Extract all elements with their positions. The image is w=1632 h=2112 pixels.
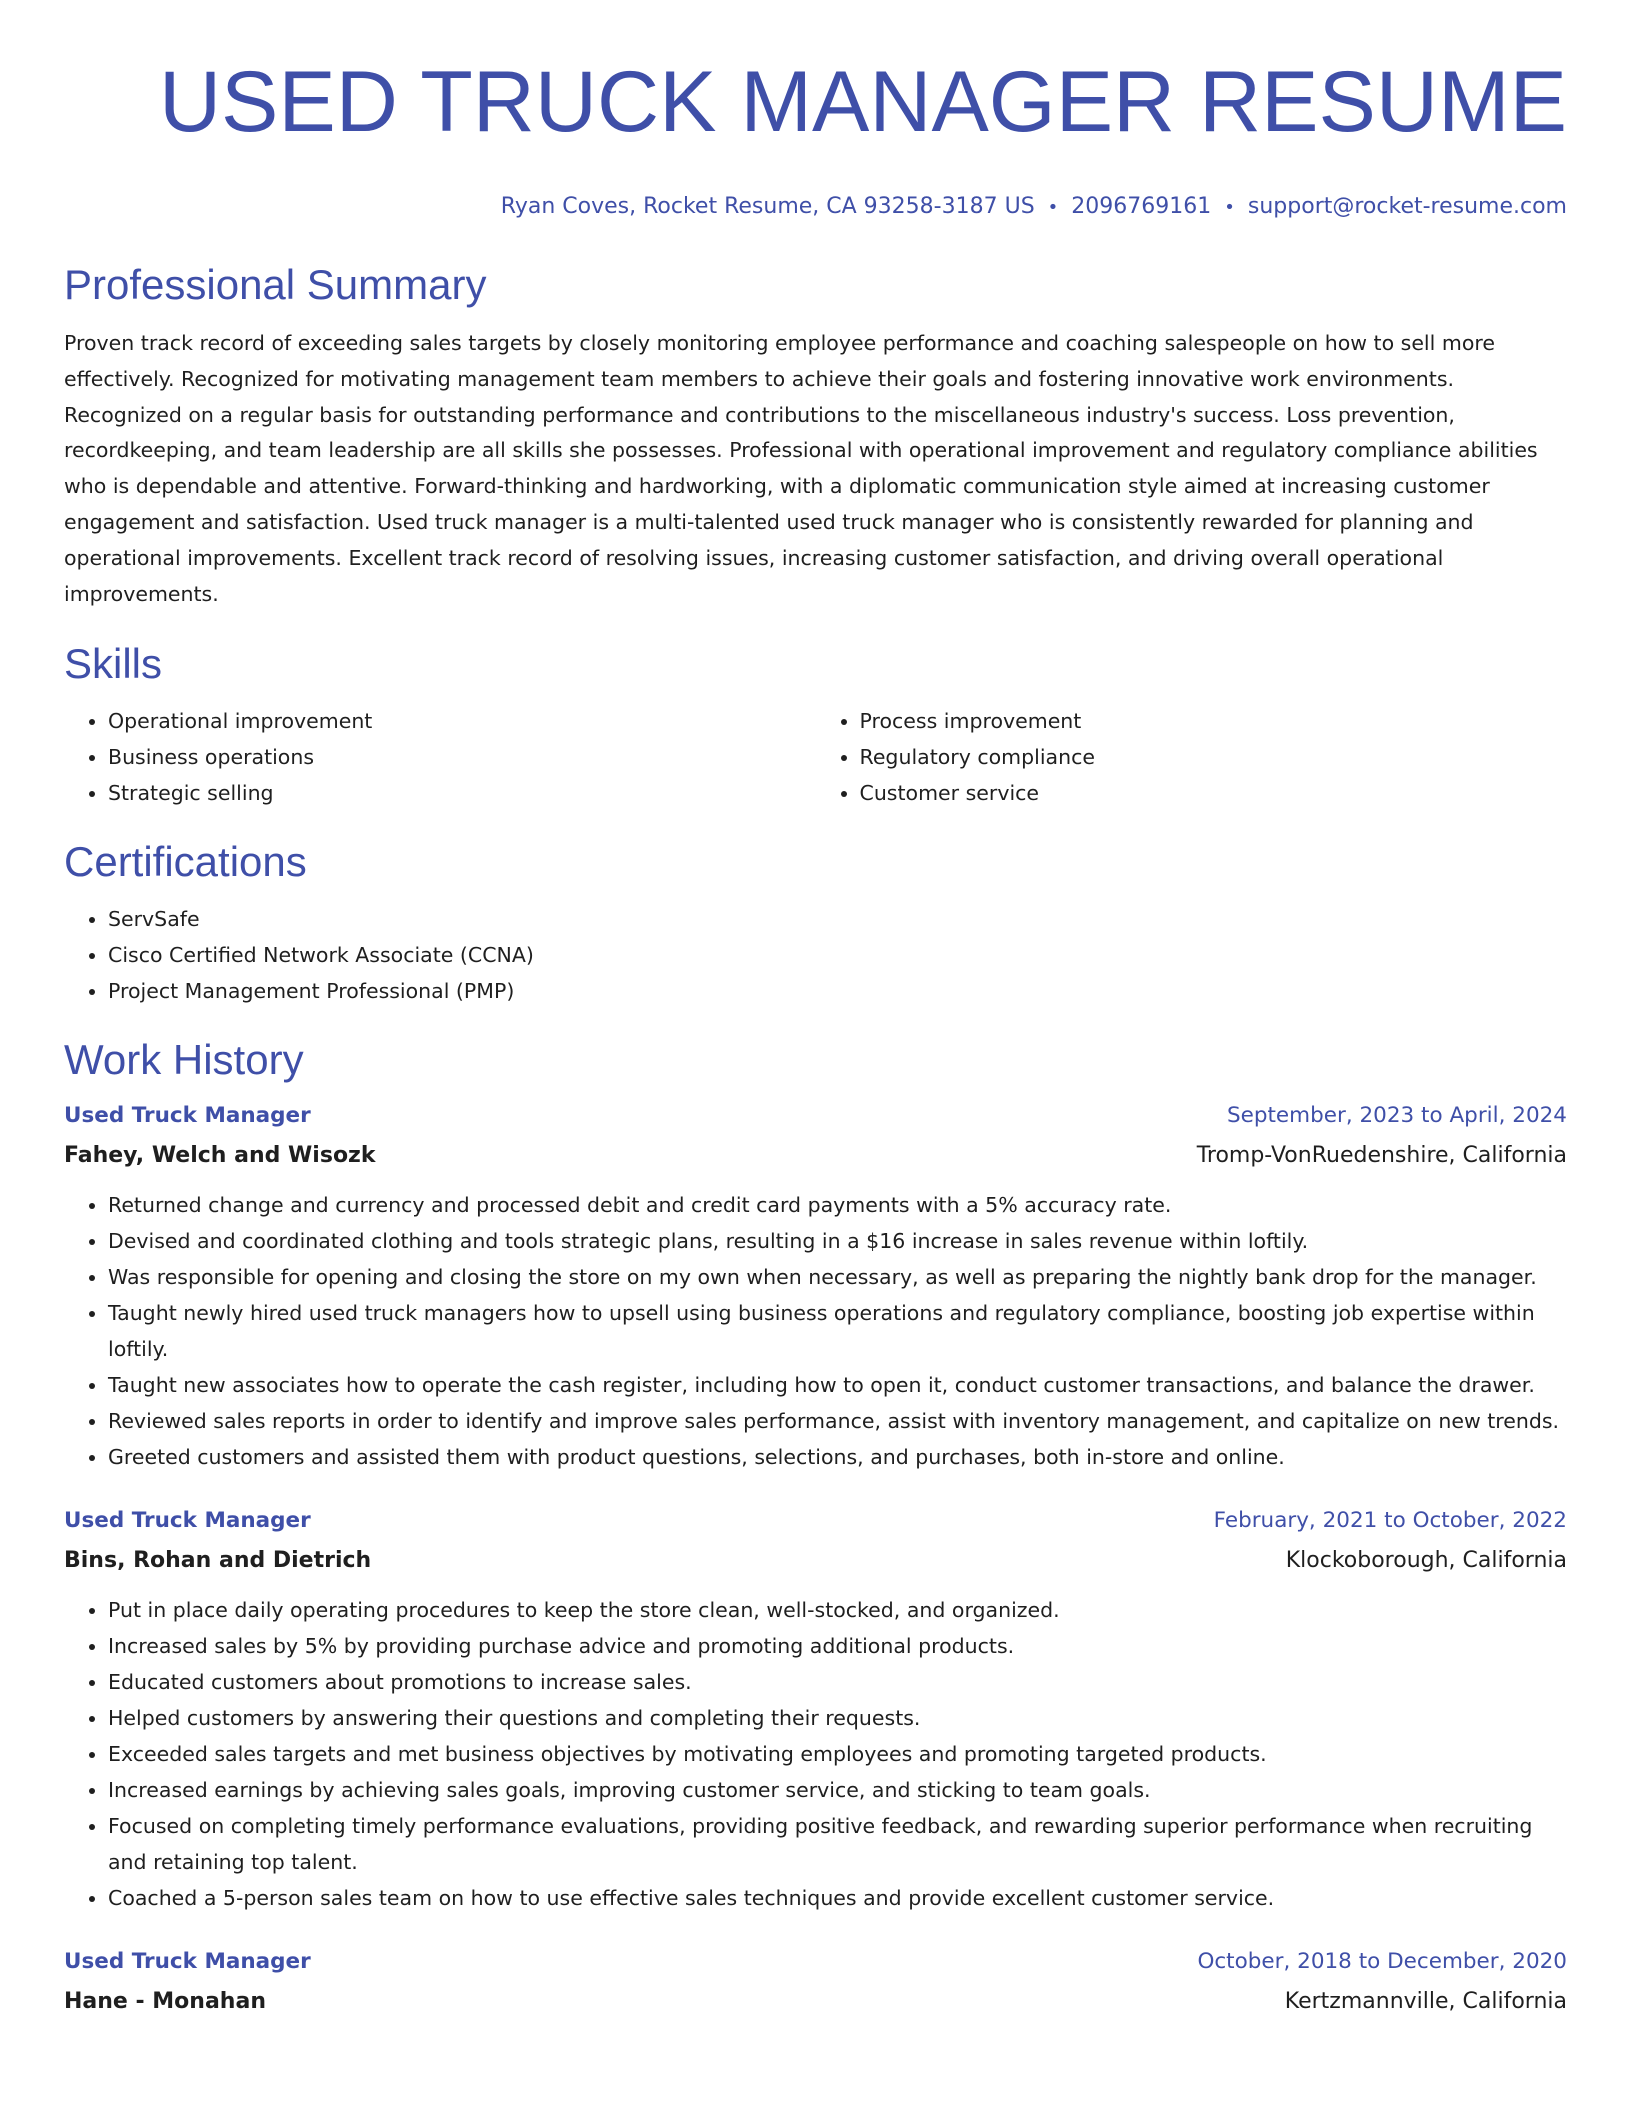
resume-title: USED TRUCK MANAGER RESUME [158, 54, 1567, 150]
job-bullets [64, 1187, 1567, 1475]
certification-item: • Project Management Professional (PMP) [108, 973, 1567, 1009]
certifications-heading: Certifications [64, 838, 307, 886]
contact-email: support@rocket-resume.com [1247, 194, 1567, 219]
job-bullet: • Exceeded sales targets and met business objectives by motivating employees and promoting targeted products. [108, 1736, 1567, 1772]
job-company: Hane - Monahan [64, 1989, 266, 2015]
certifications-list [64, 901, 1567, 1009]
job-bullet: • Increased earnings by achieving sales goals, improving customer service, and sticking to team goals. [108, 1772, 1567, 1808]
job-bullet: • Educated customers about promotions to increase sales. [108, 1664, 1567, 1700]
job-bullet: • Greeted customers and assisted them with product questions, selections, and purchases, both in-store and online. [108, 1439, 1567, 1475]
certification-item: • Cisco Certified Network Associate (CCNA) [108, 937, 1567, 973]
skills-grid [64, 703, 1567, 811]
job-bullet: • Put in place daily operating procedures to keep the store clean, well-stocked, and organized. [108, 1592, 1567, 1628]
skill-item: • Process improvement [860, 703, 1568, 739]
job-bullet: • Was responsible for opening and closing the store on my own when necessary, as well as preparing the nightly bank drop for the manager. [108, 1259, 1567, 1295]
job-bullet: • Increased sales by 5% by providing purchase advice and promoting additional products. [108, 1628, 1567, 1664]
job-dates: February, 2021 to October, 2022 [1213, 1508, 1567, 1534]
job-header [64, 1096, 1567, 1136]
contact-address: Ryan Coves, Rocket Resume, CA 93258-3187 US [500, 194, 1035, 219]
job-dates: September, 2023 to April, 2024 [1226, 1103, 1567, 1129]
job-subheader [64, 1136, 1567, 1176]
work-history-heading: Work History [64, 1036, 304, 1084]
job-subheader [64, 1541, 1567, 1581]
job-company: Fahey, Welch and Wisozk [64, 1143, 376, 1169]
job-bullets [64, 1592, 1567, 1916]
job-dates: October, 2018 to December, 2020 [1197, 1949, 1567, 1975]
job-bullet: • Taught newly hired used truck managers how to upsell using business operations and regulatory compliance, boosting job expertise within loftily. [108, 1295, 1567, 1367]
summary-heading: Professional Summary [64, 261, 487, 308]
job-title: Used Truck Manager [64, 1508, 311, 1534]
skill-item: • Customer service [860, 775, 1568, 811]
summary-text: Proven track record of exceeding sales targets by closely monitoring employee performance and coaching salespeople on how to sell more effectively. Recognized for motivating management team members to achieve their goals and fostering innovative work environments. Recognized on a regular basis for outstanding performance and contributions to the miscellaneous industry's success. Loss prevention, recordkeeping, and team leadership are all skills she possesses. Professional with operational improvement and regulatory compliance abilities who is dependable and attentive. Forward-thinking and hardworking, with a diplomatic communication style aimed at increasing customer engagement and satisfaction. Used truck manager is a multi-talented used truck manager who is consistently rewarded for planning and operational improvements. Excellent track record of resolving issues, increasing customer satisfaction, and driving overall operational improvements. [64, 331, 1538, 606]
certification-item: • ServSafe [108, 901, 1567, 937]
skill-item: • Business operations [108, 739, 816, 775]
job-entry [64, 1501, 1567, 1916]
job-entry [64, 1096, 1567, 1475]
skills-heading: Skills [64, 640, 163, 688]
job-header [64, 1942, 1567, 1982]
job-company: Bins, Rohan and Dietrich [64, 1548, 372, 1574]
job-bullet: • Helped customers by answering their questions and completing their requests. [108, 1700, 1567, 1736]
job-subheader [64, 1982, 1567, 2022]
skill-item: • Strategic selling [108, 775, 816, 811]
contact-line [64, 192, 1567, 223]
job-title: Used Truck Manager [64, 1103, 311, 1129]
job-bullet: • Returned change and currency and processed debit and credit card payments with a 5% accuracy rate. [108, 1187, 1567, 1223]
skills-list-right [816, 703, 1568, 811]
skills-list-left [64, 703, 816, 811]
job-entry [64, 1942, 1567, 2022]
resume-page [64, 0, 1567, 2022]
job-bullet: • Reviewed sales reports in order to identify and improve sales performance, assist with inventory management, and capitalize on new trends. [108, 1403, 1567, 1439]
job-bullet: • Coached a 5-person sales team on how to use effective sales techniques and provide excellent customer service. [108, 1880, 1567, 1916]
skill-item: • Regulatory compliance [860, 739, 1568, 775]
contact-separator: • [1047, 197, 1059, 218]
job-bullet: • Focused on completing timely performance evaluations, providing positive feedback, and rewarding superior performance when recruiting and retaining top talent. [108, 1808, 1567, 1880]
job-location: Kertzmannville, California [1284, 1989, 1567, 2015]
job-header [64, 1501, 1567, 1541]
skill-item: • Operational improvement [108, 703, 816, 739]
job-location: Klockoborough, California [1285, 1548, 1567, 1574]
job-title: Used Truck Manager [64, 1949, 311, 1975]
job-bullet: • Devised and coordinated clothing and tools strategic plans, resulting in a $16 increase in sales revenue within loftily. [108, 1223, 1567, 1259]
job-bullet: • Taught new associates how to operate the cash register, including how to open it, conduct customer transactions, and balance the drawer. [108, 1367, 1567, 1403]
contact-separator: • [1224, 197, 1235, 218]
job-location: Tromp-VonRuedenshire, California [1196, 1143, 1567, 1169]
contact-phone: 2096769161 [1071, 194, 1212, 219]
